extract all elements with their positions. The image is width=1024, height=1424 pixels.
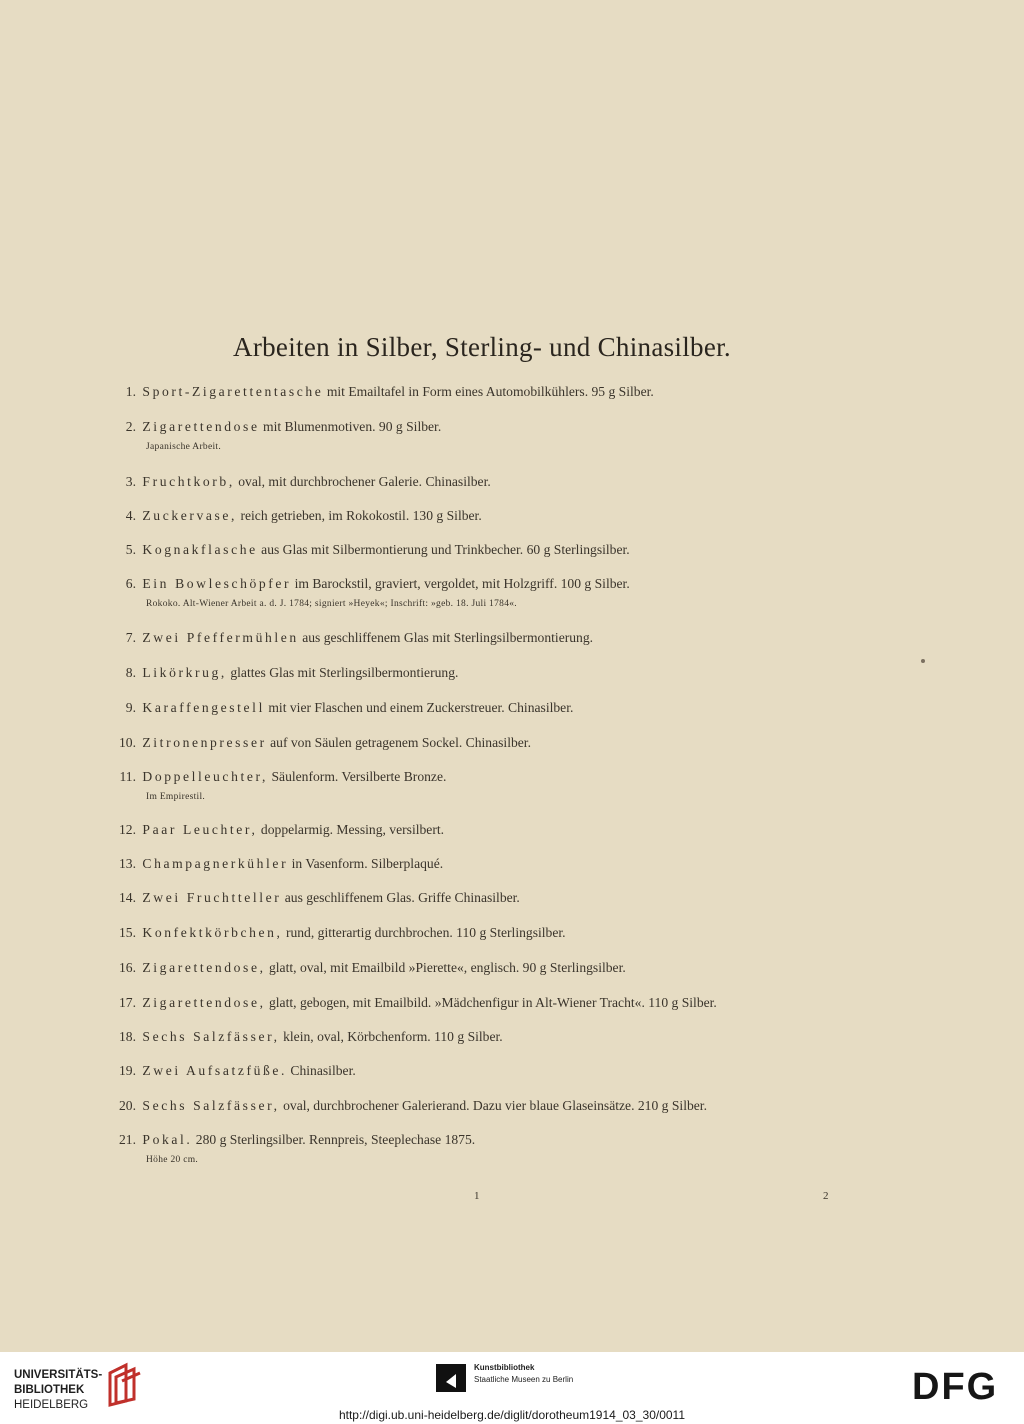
item-description: doppelarmig. Messing, versilbert.	[260, 822, 445, 837]
list-item	[100, 1029, 880, 1045]
item-number: 18.	[119, 1029, 136, 1044]
footer-bar	[0, 1352, 1024, 1424]
item-name: Zwei Aufsatzfüße.	[142, 1063, 288, 1078]
list-item	[100, 856, 880, 872]
item-number: 3.	[125, 474, 136, 489]
item-description: oval, durchbrochener Galerierand. Dazu vier blaue Glaseinsätze. 210 g Silber.	[283, 1098, 707, 1113]
item-number: 4.	[125, 508, 136, 523]
item-number: 17.	[119, 995, 136, 1010]
item-description: im Barockstil, graviert, vergoldet, mit Holzgriff. 100 g Silber.	[294, 576, 630, 591]
item-description: mit vier Flaschen und einem Zuckerstreuer. Chinasilber.	[268, 700, 574, 715]
item-description: rund, gitterartig durchbrochen. 110 g Sterlingsilber.	[285, 925, 566, 940]
list-item	[100, 665, 880, 681]
item-number: 8.	[125, 665, 136, 680]
list-item	[100, 630, 880, 646]
item-name: Paar Leuchter,	[142, 822, 258, 837]
list-item	[100, 822, 880, 838]
list-item	[100, 769, 880, 785]
item-number: 20.	[119, 1098, 136, 1113]
item-name: Zwei Pfeffermühlen	[142, 630, 299, 645]
list-item	[100, 384, 880, 400]
library-mark-icon	[104, 1359, 144, 1407]
item-number: 2.	[125, 419, 136, 434]
item-description: auf von Säulen getragenem Sockel. Chinasilber.	[270, 735, 531, 750]
list-item	[100, 508, 880, 524]
item-description: glatt, oval, mit Emailbild »Pierette«, englisch. 90 g Sterlingsilber.	[268, 960, 626, 975]
university-library-logo	[14, 1368, 102, 1413]
item-description: in Vasenform. Silberplaqué.	[291, 856, 444, 871]
kunstbibliothek-text	[474, 1362, 573, 1386]
item-name: Pokal.	[142, 1132, 193, 1147]
university-line: HEIDELBERG	[14, 1399, 89, 1411]
item-number: 7.	[125, 630, 136, 645]
list-item	[100, 735, 880, 751]
item-number: 5.	[125, 542, 136, 557]
item-description: aus geschliffenem Glas mit Sterlingsilbermontierung.	[302, 630, 594, 645]
item-number: 1.	[125, 384, 136, 399]
item-number: 6.	[125, 576, 136, 591]
item-number: 21.	[119, 1132, 136, 1147]
university-line: BIBLIOTHEK	[14, 1384, 85, 1396]
plate-number: 2	[823, 1190, 829, 1202]
item-name: Sechs Salzfässer,	[142, 1098, 280, 1113]
kunstbibliothek-name: Kunstbibliothek	[474, 1363, 535, 1372]
item-name: Zigarettendose,	[142, 960, 266, 975]
item-description: Säulenform. Versilberte Bronze.	[271, 769, 447, 784]
item-name: Kognakflasche	[142, 542, 258, 557]
university-line: UNIVERSITÄTS-	[14, 1369, 103, 1381]
dfg-logo: DFG	[912, 1366, 999, 1408]
list-item	[100, 925, 880, 941]
list-item	[100, 1132, 880, 1148]
kunstbibliothek-logo-icon	[436, 1364, 466, 1392]
item-description: aus Glas mit Silbermontierung und Trinkbecher. 60 g Sterlingsilber.	[261, 542, 630, 557]
item-number: 13.	[119, 856, 136, 871]
item-name: Zwei Fruchtteller	[142, 890, 282, 905]
list-item	[100, 576, 880, 592]
item-description: aus geschliffenem Glas. Griffe Chinasilber.	[284, 890, 520, 905]
item-number: 16.	[119, 960, 136, 975]
item-note: Japanische Arbeit.	[146, 442, 222, 452]
item-name: Zitronenpresser	[142, 735, 267, 750]
item-description: mit Blumenmotiven. 90 g Silber.	[263, 419, 442, 434]
plate-number: 1	[474, 1190, 480, 1202]
item-description: 280 g Sterlingsilber. Rennpreis, Steeplechase 1875.	[195, 1132, 476, 1147]
list-item	[100, 960, 880, 976]
item-number: 14.	[119, 890, 136, 905]
list-item	[100, 419, 880, 435]
list-item	[100, 1098, 880, 1114]
item-number: 15.	[119, 925, 136, 940]
item-description: glatt, gebogen, mit Emailbild. »Mädchenfigur in Alt-Wiener Tracht«. 110 g Silber.	[268, 995, 717, 1010]
item-number: 12.	[119, 822, 136, 837]
item-note: Höhe 20 cm.	[146, 1155, 199, 1165]
item-note: Rokoko. Alt-Wiener Arbeit a. d. J. 1784; signiert »Heyek«; Inschrift: »geb. 18. Juli 1784«.	[146, 599, 517, 609]
item-name: Likörkrug,	[142, 665, 227, 680]
source-url-link[interactable]: http://digi.ub.uni-heidelberg.de/diglit/dorotheum1914_03_30/0011	[338, 1408, 686, 1422]
paper-speck	[921, 659, 925, 663]
item-description: oval, mit durchbrochener Galerie. Chinasilber.	[238, 474, 491, 489]
item-note: Im Empirestil.	[146, 792, 206, 802]
item-name: Fruchtkorb,	[142, 474, 235, 489]
item-name: Sport-Zigarettentasche	[142, 384, 324, 399]
museen-name: Staatliche Museen zu Berlin	[474, 1375, 574, 1384]
list-item	[100, 700, 880, 716]
item-description: glattes Glas mit Sterlingsilbermontierung.	[230, 665, 459, 680]
item-description: reich getrieben, im Rokokostil. 130 g Silber.	[240, 508, 482, 523]
item-name: Doppelleuchter,	[142, 769, 269, 784]
list-item	[100, 474, 880, 490]
item-name: Champagnerkühler	[142, 856, 289, 871]
item-name: Zigarettendose	[142, 419, 260, 434]
item-name: Zigarettendose,	[142, 995, 266, 1010]
item-number: 10.	[119, 735, 136, 750]
item-name: Konfektkörbchen,	[142, 925, 283, 940]
list-item	[100, 890, 880, 906]
list-item	[100, 995, 880, 1011]
item-description: mit Emailtafel in Form eines Automobilkühlers. 95 g Silber.	[326, 384, 654, 399]
item-number: 19.	[119, 1063, 136, 1078]
item-name: Sechs Salzfässer,	[142, 1029, 280, 1044]
item-description: Chinasilber.	[290, 1063, 356, 1078]
item-name: Ein Bowleschöpfer	[142, 576, 292, 591]
list-item	[100, 542, 880, 558]
list-item	[100, 1063, 880, 1079]
item-name: Zuckervase,	[142, 508, 238, 523]
item-name: Karaffengestell	[142, 700, 265, 715]
item-number: 11.	[119, 769, 136, 784]
item-description: klein, oval, Körbchenform. 110 g Silber.	[283, 1029, 503, 1044]
page-title: Arbeiten in Silber, Sterling- und Chinasilber.	[233, 332, 731, 362]
item-number: 9.	[125, 700, 136, 715]
